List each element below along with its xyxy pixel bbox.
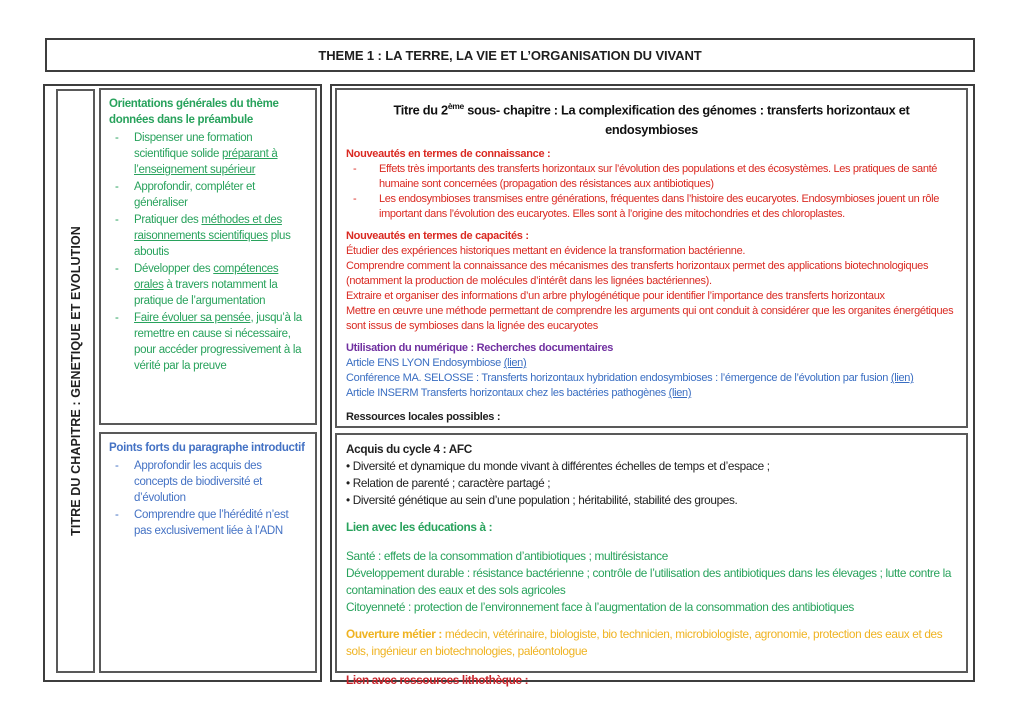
link-description: Conférence MA. SELOSSE : Transferts horizontaux hybridation endosymbioses : l’émergence de l’évolution par fusion [346, 372, 891, 385]
item-text: Pratiquer des [134, 214, 202, 226]
list-item: - Effets très importants des transferts horizontaux sur l’évolution des populations et des écosystèmes. Les pratiques de santé humaine sont concernées (propagation des résistances aux antibiotiques) [346, 162, 957, 192]
list-item [109, 130, 307, 178]
lien-hyperlink[interactable]: (lien) [890, 372, 914, 385]
item-text: , jusqu’à la remettre en cause si nécessaire, pour accéder progressivement à la vérité par la preuve [134, 312, 302, 372]
education-line: Santé : effets de la consommation d’antibiotiques ; multirésistance [346, 548, 668, 563]
lien-hyperlink[interactable]: (lien) [668, 387, 692, 400]
chapter-title-vertical: TITRE DU CHAPITRE : GENETIQUE ET EVOLUTION [68, 226, 83, 536]
ouverture-metier-line [346, 626, 957, 660]
list-item [109, 261, 307, 309]
item-underlined-text: méthodes et des raisonnements scientifiques [134, 214, 282, 242]
list-item [109, 212, 307, 260]
numerique-heading: Utilisation du numérique : Recherches documentaires [346, 342, 614, 355]
list-item: - Les endosymbioses transmises entre générations, fréquentes dans l’histoire des eucaryotes. Endosymbioses jouent un rôle important dans l’évolution des eucaryotes. Elles sont à l’origine des mitochondries et des chloroplastes. [346, 192, 957, 222]
acquis-bullet: • Relation de parenté ; caractère partagé ; [346, 475, 957, 492]
lien-hyperlink[interactable]: (lien) [503, 357, 527, 370]
title-text: sous- chapitre : La complexification des génomes : transferts horizontaux et endosymbioses [463, 102, 910, 138]
acquis-box [335, 433, 968, 687]
points-forts-title: Points forts du paragraphe introductif [109, 442, 305, 454]
capacites-heading: Nouveautés en termes de capacités : [346, 230, 529, 243]
lithotheque-heading: Lien avec ressources lithothèque : [346, 672, 529, 687]
theme-header [45, 38, 975, 72]
orientations-title: Orientations générales du thème données dans le préambule [109, 98, 279, 126]
list-item [109, 179, 307, 211]
capacites-line: Extraire et organiser des informations d’un arbre phylogénétique pour identifier l’importance des transferts horizontaux [346, 290, 885, 303]
chapter-title-strip [56, 89, 95, 673]
link-description: Article INSERM Transferts horizontaux chez les bactéries pathogènes [346, 387, 669, 400]
acquis-bullet: • Diversité et dynamique du monde vivant à différentes échelles de temps et d’espace ; [346, 458, 957, 475]
capacites-line: Comprendre comment la connaissance des mécanismes des transferts horizontaux permet des applications biotechnologiques (notamment la production de molécules d’intérêt dans les lignées bactériennes). [346, 260, 929, 288]
capacites-line: Étudier des expériences historiques mettant en évidence la transformation bactérienne. [346, 245, 746, 258]
item-text: Dispenser une formation scientifique solide [134, 132, 253, 160]
list-item [109, 310, 307, 374]
education-line: Développement durable : résistance bactérienne ; contrôle de l’utilisation des antibiotiques dans les élevages ; lutte contre la contamination des eaux et des sols agricoles [346, 565, 952, 597]
education-line: Citoyenneté : protection de l’environnement face à l’augmentation de la consommation des antibiotiques [346, 599, 854, 614]
capacites-line: Mettre en œuvre une méthode permettant de comprendre les arguments qui ont conduit à considérer que les organites énergétiques sont issus de symbioses dans la lignée des eucaryotes [346, 305, 954, 333]
theme-title: THEME 1 : LA TERRE, LA VIE ET L’ORGANISATION DU VIVANT [318, 47, 702, 63]
acquis-heading: Acquis du cycle 4 : AFC [346, 442, 472, 456]
resource-link-line [346, 356, 957, 371]
item-text: Développer des [134, 263, 214, 275]
link-description: Article ENS LYON Endosymbiose [346, 357, 504, 370]
title-text: Titre du 2 [393, 102, 448, 118]
educations-heading: Lien avec les éducations à : [346, 520, 493, 534]
sous-chapitre-title [346, 96, 957, 140]
list-item: - Comprendre que l’hérédité n’est pas exclusivement liée à l’ADN [109, 507, 307, 539]
points-forts-box [99, 432, 317, 673]
item-underlined-text: préparant à l’enseignement supérieur [134, 148, 278, 176]
resource-link-line [346, 386, 957, 401]
ouverture-metier-text: médecin, vétérinaire, biologiste, bio technicien, microbiologiste, agronomie, protection des eaux et des sols, ingénieur en biotechnologies, paléontologue [346, 626, 943, 658]
item-underlined-text: compétences orales [134, 263, 279, 291]
points-forts-list [109, 458, 307, 539]
resource-link-line [346, 371, 957, 386]
ressources-locales-heading: Ressources locales possibles : [346, 411, 501, 424]
orientations-box [99, 88, 317, 425]
ouverture-metier-label: Ouverture métier : [346, 626, 442, 641]
list-item: - Approfondir les acquis des concepts de biodiversité et d’évolution [109, 458, 307, 506]
acquis-bullet: • Diversité génétique au sein d’une population ; héritabilité, stabilité des groupes. [346, 492, 957, 509]
sous-chapitre-box [335, 88, 968, 428]
item-text: plus aboutis [134, 230, 291, 258]
item-text: Approfondir, compléter et généraliser [134, 181, 255, 209]
connaissances-heading: Nouveautés en termes de connaissance : [346, 148, 551, 161]
item-text: à travers notamment la pratique de l’argumentation [134, 279, 278, 307]
connaissances-list [346, 162, 957, 222]
title-superscript: ème [447, 101, 464, 111]
orientations-list [109, 130, 307, 374]
item-underlined-text: Faire évoluer sa pensée [134, 312, 251, 324]
